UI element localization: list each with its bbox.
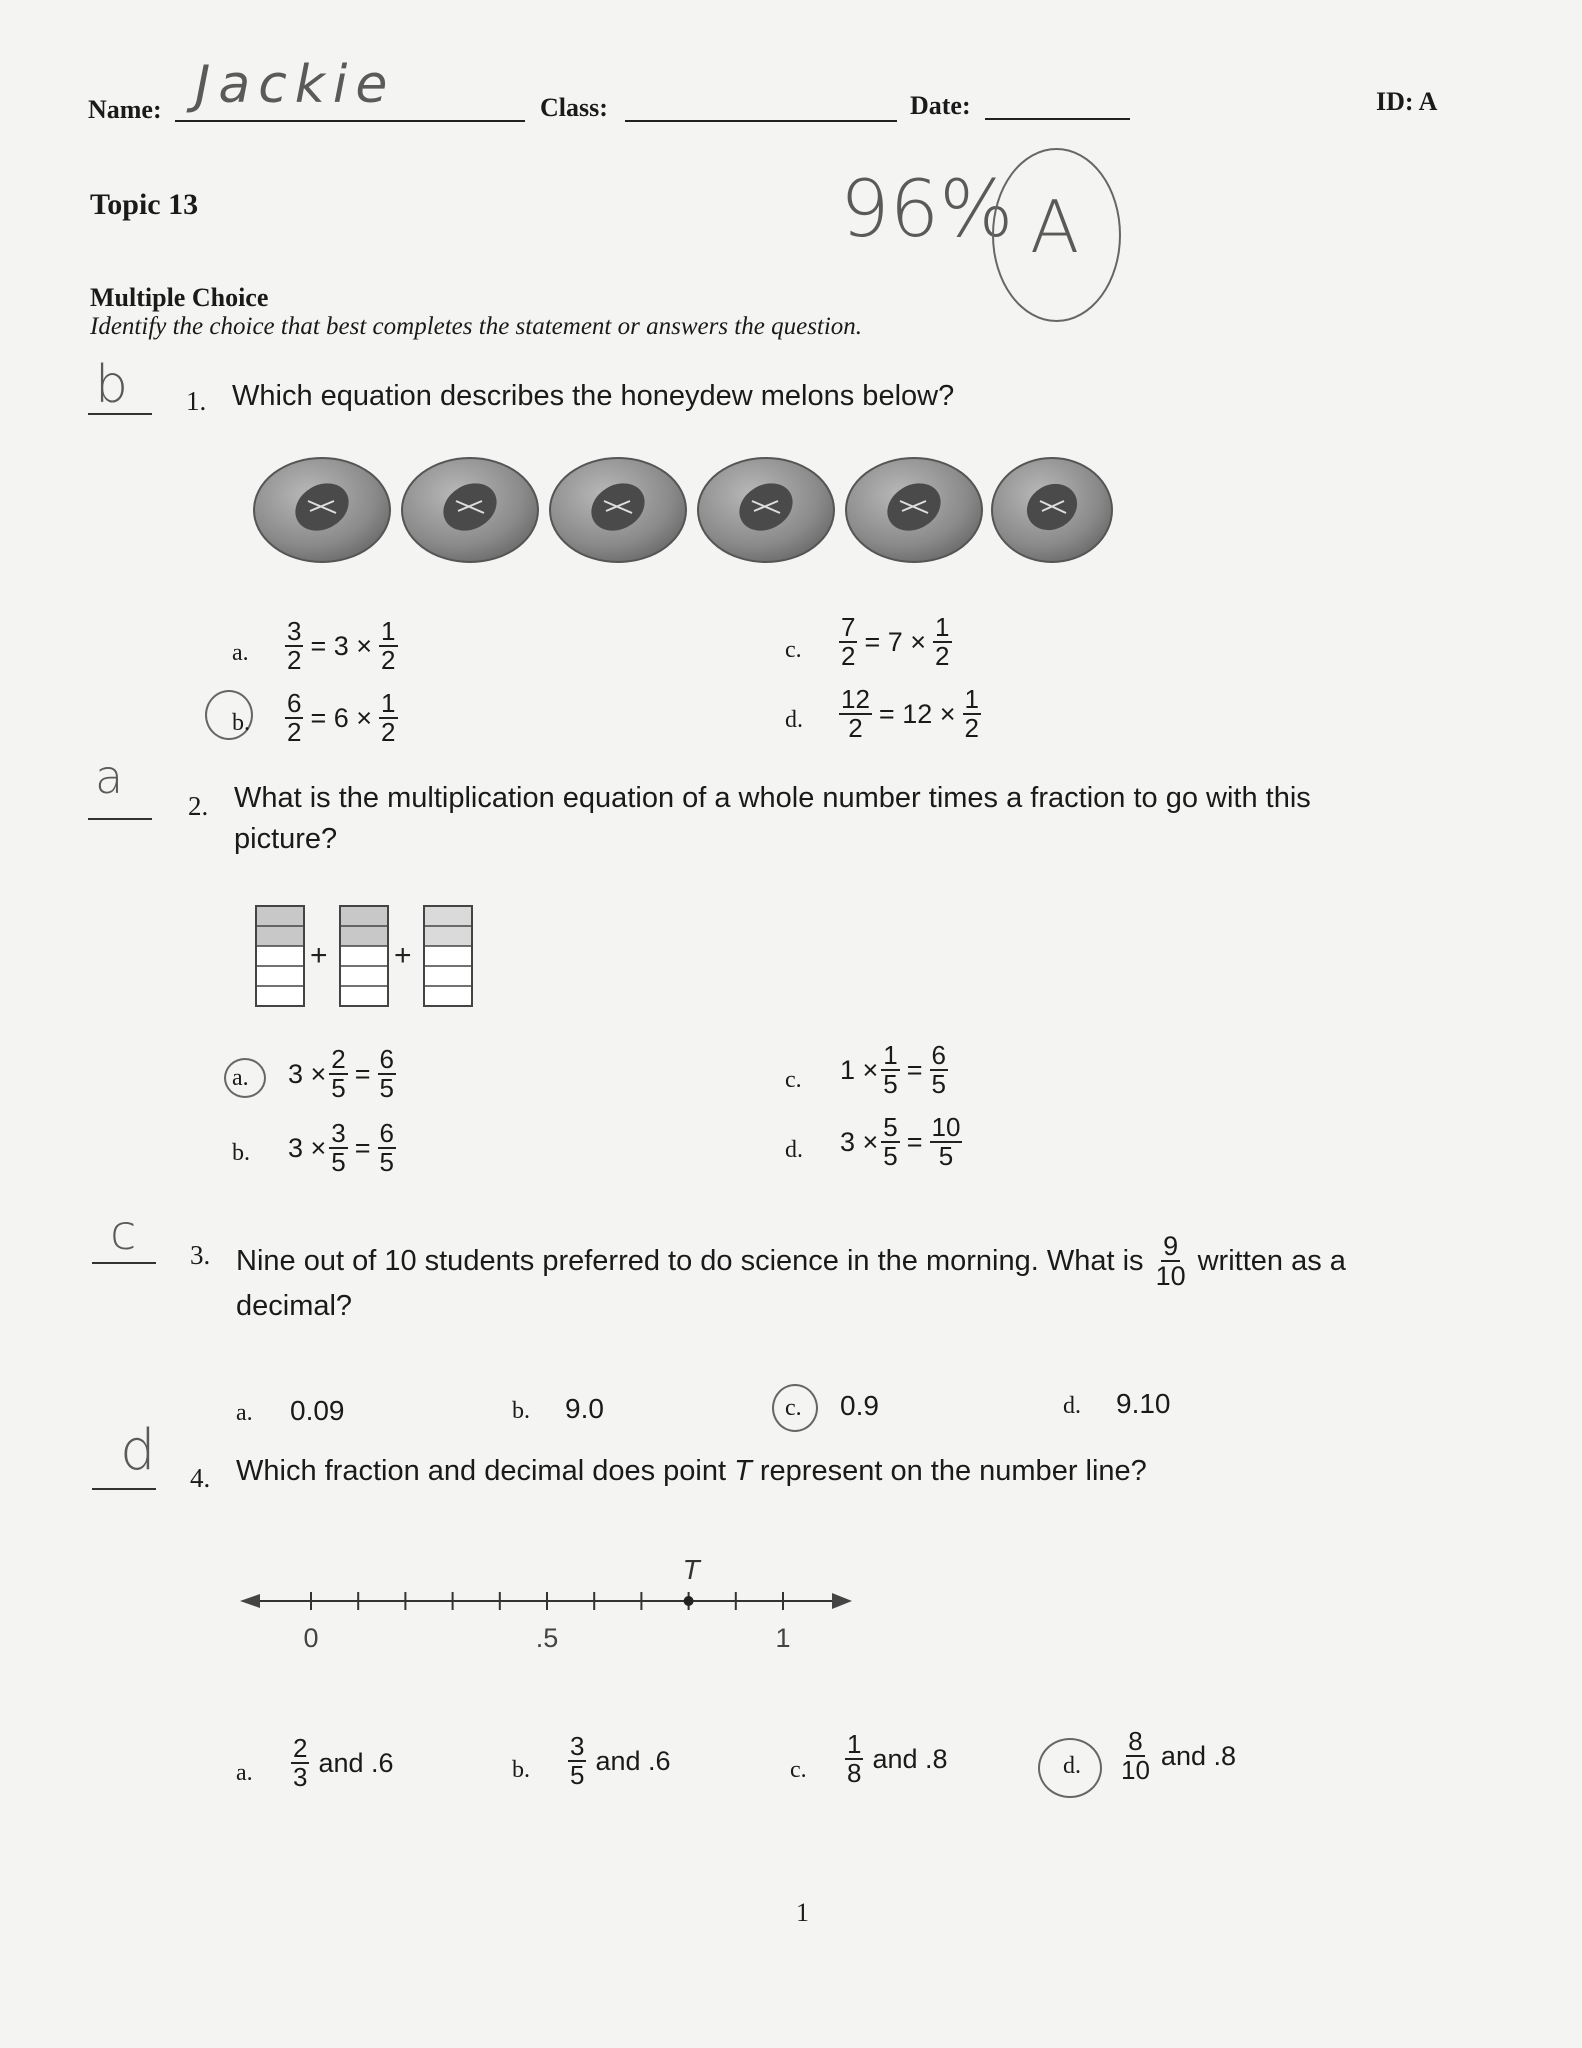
q2-text-line2: picture? <box>234 823 338 855</box>
q2a-den1: 5 <box>331 1073 346 1104</box>
q4-choice-d-letter: d. <box>1063 1753 1081 1779</box>
q1d-eq: = 12 × <box>878 698 956 729</box>
class-field-line[interactable] <box>625 120 897 122</box>
q2a-num1: 2 <box>331 1044 346 1074</box>
q2a-num2: 6 <box>379 1044 395 1074</box>
q2-text-line1: What is the multiplication equation of a whole number times a fraction to go with this <box>234 782 1311 814</box>
q3-text-line1 <box>236 1232 1346 1291</box>
q2b-num2: 6 <box>379 1118 395 1148</box>
q2c-num2: 6 <box>931 1040 947 1070</box>
fraction-strips-figure <box>250 900 480 1012</box>
date-field-line[interactable] <box>985 118 1130 120</box>
q4-text-a: Which fraction and decimal does point <box>236 1455 727 1487</box>
q2d-whole: 3 × <box>840 1126 879 1157</box>
date-label: Date: <box>910 91 971 120</box>
number-line <box>240 1545 860 1655</box>
plus-sign-2: + <box>394 939 412 972</box>
q2-choice-a[interactable]: 3 × $\frac{2}{5}$ = $\frac{6}{5}$ <box>288 1044 395 1104</box>
q3-choice-c[interactable]: 0.9 <box>840 1390 879 1421</box>
melon-5 <box>846 458 982 562</box>
q1b-num1: 6 <box>287 688 302 718</box>
number-line-left-arrow <box>240 1594 260 1608</box>
q4a-rest: and .6 <box>318 1747 394 1778</box>
q3-choice-d-letter: d. <box>1063 1393 1081 1419</box>
q1c-den1: 2 <box>841 641 856 672</box>
class-label: Class: <box>540 93 608 122</box>
melon-1 <box>254 458 390 562</box>
q1b-den1: 2 <box>287 717 302 748</box>
q2c-whole: 1 × <box>840 1054 879 1085</box>
q2-choice-b-letter: b. <box>232 1140 250 1166</box>
q2-choice-a-letter: a. <box>232 1065 249 1091</box>
q2b-den2: 5 <box>379 1147 395 1178</box>
q1a-eq: = 3 × <box>310 630 373 661</box>
id-label: ID: A <box>1376 87 1438 116</box>
q3-choice-b[interactable]: 9.0 <box>565 1393 604 1424</box>
q3-choice-b-letter: b. <box>512 1398 530 1424</box>
q3-text-b: written as a <box>1197 1244 1346 1277</box>
q4c-rest: and .8 <box>872 1743 948 1774</box>
q4d-den: 10 <box>1121 1755 1150 1786</box>
q1c-num1: 7 <box>841 612 856 642</box>
q1-choice-a-letter: a. <box>232 640 249 666</box>
number-line-label-1: 1 <box>775 1623 791 1653</box>
q1a-den2: 2 <box>381 645 396 676</box>
q2a-den2: 5 <box>379 1073 395 1104</box>
q2d-num2: 10 <box>931 1112 961 1142</box>
q3-frac-num: 9 <box>1163 1231 1179 1261</box>
q3-number: 3. <box>190 1240 211 1270</box>
melon-2 <box>402 458 538 562</box>
plus-sign-1: + <box>310 939 328 972</box>
q4c-den: 8 <box>847 1758 862 1789</box>
q1-choice-c[interactable] <box>836 614 955 671</box>
q4-point-label-inline: T <box>734 1455 752 1487</box>
number-line-label-half: .5 <box>535 1623 559 1653</box>
q3-choice-a-letter: a. <box>236 1400 253 1426</box>
q4-choice-b-letter: b. <box>512 1757 530 1783</box>
q4a-den: 3 <box>293 1762 308 1793</box>
q4d-num: 8 <box>1128 1726 1143 1756</box>
q1-choice-b-letter: b. <box>232 710 250 736</box>
q2b-den1: 5 <box>331 1147 346 1178</box>
q2d-num1: 5 <box>883 1112 898 1142</box>
number-line-label-0: 0 <box>303 1623 319 1653</box>
q1d-den1: 2 <box>848 713 863 744</box>
q1-choice-c-letter: c. <box>785 637 802 663</box>
q4b-den: 5 <box>570 1760 585 1791</box>
q2-choice-c[interactable]: 1 × $\frac{1}{5}$ = $\frac{6}{5}$ <box>840 1040 947 1100</box>
q2d-den1: 5 <box>883 1141 898 1172</box>
q3-frac-den: 10 <box>1155 1261 1186 1292</box>
q4b-rest: and .6 <box>595 1745 671 1776</box>
point-T-marker <box>684 1596 694 1606</box>
q4-choice-a[interactable] <box>288 1735 394 1792</box>
q4-number: 4. <box>190 1463 211 1493</box>
name-handwriting: Jackie <box>195 55 396 115</box>
q2b-whole: 3 × <box>288 1132 327 1163</box>
grade-letter: A <box>1030 185 1080 269</box>
strip-2 <box>340 906 388 1006</box>
q3-text-a: Nine out of 10 students preferred to do science in the morning. What is <box>236 1244 1144 1277</box>
q2-answer-line[interactable] <box>88 818 152 820</box>
q2-number: 2. <box>188 791 209 821</box>
q1-choice-d-letter: d. <box>785 707 803 733</box>
q2-answer-mark: a <box>95 750 124 804</box>
q3-text-line2: decimal? <box>236 1290 353 1322</box>
q4-choice-b[interactable] <box>565 1733 671 1790</box>
melon-4 <box>698 458 834 562</box>
q4-text <box>236 1455 1147 1488</box>
q1c-num2: 1 <box>935 612 950 642</box>
q1b-num2: 1 <box>381 688 396 718</box>
strip-1 <box>256 906 304 1006</box>
q1-number: 1. <box>186 386 207 416</box>
q4-choice-c[interactable] <box>842 1731 948 1788</box>
strip-3 <box>424 906 472 1006</box>
point-T-label: T <box>682 1554 700 1585</box>
number-line-svg <box>240 1545 860 1655</box>
q1d-num1: 12 <box>841 684 870 714</box>
q4-choice-c-letter: c. <box>790 1757 807 1783</box>
q2b-num1: 3 <box>331 1118 346 1148</box>
q1-answer-mark: b <box>95 355 129 415</box>
q4-text-b: represent on the number line? <box>759 1455 1147 1487</box>
melon-6 <box>992 458 1112 562</box>
q1d-den2: 2 <box>964 713 979 744</box>
q1a-num2: 1 <box>381 616 396 646</box>
q3-answer-line[interactable] <box>92 1262 156 1264</box>
page-number: 1 <box>796 1898 809 1927</box>
q4-answer-line[interactable] <box>92 1488 156 1490</box>
q1d-num2: 1 <box>964 684 979 714</box>
q2c-num1: 1 <box>883 1040 898 1070</box>
q4-choice-d[interactable] <box>1116 1728 1236 1785</box>
name-label: Name: <box>88 95 162 124</box>
q1-choice-a[interactable] <box>282 618 401 675</box>
q2d-den2: 5 <box>938 1141 954 1172</box>
q1c-den2: 2 <box>935 641 950 672</box>
q3-choice-c-letter: c. <box>785 1395 802 1421</box>
q1-text: Which equation describes the honeydew melons below? <box>232 380 955 412</box>
q4d-rest: and .8 <box>1160 1740 1236 1771</box>
q1b-eq: = 6 × <box>310 702 373 733</box>
q1c-eq: = 7 × <box>864 626 927 657</box>
q2-choice-d-letter: d. <box>785 1137 803 1163</box>
grade-percent: 96% <box>840 165 1014 255</box>
q1-choice-b[interactable] <box>282 690 401 747</box>
q3-choice-d[interactable]: 9.10 <box>1116 1388 1171 1419</box>
q2c-den2: 5 <box>931 1069 947 1100</box>
section-title: Multiple Choice <box>90 283 269 312</box>
q2-choice-b[interactable]: 3 × $\frac{3}{5}$ = $\frac{6}{5}$ <box>288 1118 395 1178</box>
q4a-num: 2 <box>293 1733 308 1763</box>
q3-choice-a[interactable]: 0.09 <box>290 1395 345 1426</box>
melon-3 <box>550 458 686 562</box>
q4-choice-a-letter: a. <box>236 1760 253 1786</box>
section-instructions: Identify the choice that best completes the statement or answers the question. <box>90 313 863 340</box>
page-title: Topic 13 <box>90 188 199 221</box>
q2c-den1: 5 <box>883 1069 898 1100</box>
q1-choice-d[interactable] <box>836 686 984 743</box>
q2-choice-c-letter: c. <box>785 1067 802 1093</box>
q1a-den1: 2 <box>287 645 302 676</box>
q2-choice-d[interactable]: 3 × $\frac{5}{5}$ = $\frac{10}{5}$ <box>840 1112 961 1172</box>
q4-answer-mark: d <box>120 1418 156 1483</box>
number-line-right-arrow <box>832 1593 852 1609</box>
name-field-line[interactable] <box>175 120 525 122</box>
q1b-den2: 2 <box>381 717 396 748</box>
q2a-whole: 3 × <box>288 1058 327 1089</box>
q1a-num1: 3 <box>287 616 302 646</box>
q4b-num: 3 <box>570 1731 585 1761</box>
q3-answer-mark: c <box>110 1205 137 1261</box>
q4c-num: 1 <box>847 1729 862 1759</box>
melon-illustration <box>250 455 1120 575</box>
